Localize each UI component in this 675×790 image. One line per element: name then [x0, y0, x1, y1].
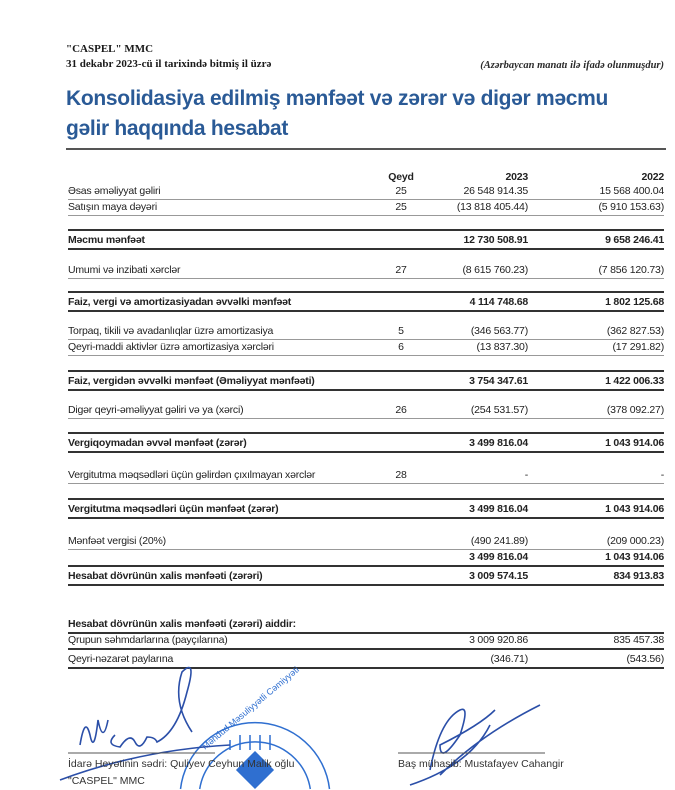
row-label: Əsas əməliyyat gəliri — [68, 185, 161, 197]
row-2022: 835 457.38 — [613, 634, 664, 646]
attribution-heading — [68, 617, 664, 634]
row-note: 28 — [395, 469, 407, 481]
table-row — [68, 324, 664, 340]
row-note: 27 — [395, 264, 407, 276]
row-2022: 1 422 006.33 — [605, 375, 664, 387]
row-note: 26 — [395, 404, 407, 416]
accountant-name: Baş mühasib: Mustafayev Cahangir — [398, 758, 564, 770]
table-row-subtotal — [68, 498, 664, 519]
table-row-subtotal — [68, 229, 664, 250]
row-label: Hesabat dövrünün xalis mənfəəti (zərəri) — [68, 570, 263, 582]
row-2022: 834 913.83 — [613, 570, 664, 582]
table-row — [68, 184, 664, 200]
table-row — [68, 200, 664, 216]
row-2022: 15 568 400.04 — [599, 185, 664, 197]
row-2022: - — [660, 469, 664, 481]
row-2022: 1 043 914.06 — [605, 437, 664, 449]
row-label: Vergitutma məqsədləri üçün mənfəət (zərər) — [68, 503, 279, 515]
column-headers — [68, 170, 664, 185]
row-label: Məcmu mənfəət — [68, 234, 145, 246]
row-2023: (13 818 405.44) — [456, 201, 528, 213]
row-2023: (8 615 760.23) — [462, 264, 528, 276]
company-name: "CASPEL" MMC — [66, 43, 154, 55]
row-label: Vergiqoymadan əvvəl mənfəət (zərər) — [68, 437, 247, 449]
chairman-company: "CASPEL" MMC — [68, 775, 145, 787]
row-note: 5 — [398, 325, 404, 337]
row-2022: (209 000.23) — [606, 535, 664, 547]
row-note: 25 — [395, 201, 407, 213]
page-title-line1: Konsolidasiya edilmiş mənfəət və zərər və digər məcmu — [66, 87, 608, 110]
row-label: Digər qeyri-əməliyyat gəliri və ya (xərci) — [68, 404, 244, 416]
row-2023: 3 499 816.04 — [469, 503, 528, 515]
row-note: 25 — [395, 185, 407, 197]
row-2022: (362 827.53) — [606, 325, 664, 337]
table-row — [68, 633, 664, 650]
row-2023: (346 563.77) — [470, 325, 528, 337]
col-2022: 2022 — [641, 171, 664, 183]
row-label: Mənfəət vergisi (20%) — [68, 535, 166, 547]
row-label: Hesabat dövrünün xalis mənfəəti (zərəri) aiddir: — [68, 618, 296, 630]
table-row — [68, 263, 664, 279]
row-2023: (13 837.30) — [476, 341, 528, 353]
row-2023: (346.71) — [490, 653, 528, 665]
row-2023: 4 114 748.68 — [469, 296, 528, 308]
signatures-graphic — [0, 660, 675, 790]
row-label: Qeyri-nəzarət paylarına — [68, 653, 174, 665]
row-label: Faiz, vergidən əvvəlki mənfəət (Əməliyyat mənfəəti) — [68, 375, 315, 387]
row-label: Umumi və inzibati xərclər — [68, 264, 181, 276]
row-label: Satışın maya dəyəri — [68, 201, 157, 213]
row-note: 6 — [398, 341, 404, 353]
row-2023: - — [524, 469, 528, 481]
row-2022: (17 291.82) — [612, 341, 664, 353]
row-2022: (7 856 120.73) — [598, 264, 664, 276]
table-row-subtotal — [68, 432, 664, 453]
row-2023: 12 730 508.91 — [463, 234, 528, 246]
row-2022: (5 910 153.63) — [598, 201, 664, 213]
page-title-line2: gəlir haqqında hesabat — [66, 117, 289, 140]
row-2022: 1 043 914.06 — [605, 503, 664, 515]
table-row-subtotal — [68, 370, 664, 391]
row-2023: 3 499 816.04 — [469, 551, 528, 563]
row-2023: 3 009 574.15 — [469, 570, 528, 582]
row-2023: (254 531.57) — [470, 404, 528, 416]
row-2022: 1 043 914.06 — [605, 551, 664, 563]
col-note: Qeyd — [388, 171, 414, 183]
title-divider — [66, 148, 666, 150]
row-label: Qrupun səhmdarlarına (payçılarına) — [68, 634, 228, 646]
row-label: Torpaq, tikili və avadanlıqlar üzrə amortizasiya — [68, 325, 274, 337]
row-2023: 3 754 347.61 — [469, 375, 528, 387]
row-2023: 3 499 816.04 — [469, 437, 528, 449]
company-stamp — [181, 723, 330, 789]
table-row — [68, 534, 664, 550]
row-2022: 9 658 246.41 — [605, 234, 664, 246]
table-row — [68, 468, 664, 484]
table-row — [68, 340, 664, 356]
accountant-signature — [410, 705, 540, 785]
row-2023: 26 548 914.35 — [463, 185, 528, 197]
row-label: Faiz, vergi və amortizasiyadan əvvəlki mənfəət — [68, 296, 292, 308]
row-2023: (490 241.89) — [470, 535, 528, 547]
stamp-text: Məhdud Məsuliyyətli Cəmiyyəti — [199, 664, 301, 752]
col-2023: 2023 — [505, 171, 528, 183]
row-2023: 3 009 920.86 — [469, 634, 528, 646]
row-2022: (543.56) — [626, 653, 664, 665]
chairman-name: İdarə Heyətinin sədri: Quliyev Ceyhun Malik oğlu — [68, 758, 295, 770]
table-row-subtotal — [68, 291, 664, 312]
table-row-total — [68, 565, 664, 586]
row-2022: (378 092.27) — [606, 404, 664, 416]
table-row — [68, 403, 664, 419]
period: 31 dekabr 2023-cü il tarixində bitmiş il üzrə — [66, 58, 272, 70]
row-2022: 1 802 125.68 — [605, 296, 664, 308]
table-row — [68, 550, 664, 565]
row-label: Vergitutma məqsədləri üçün gəlirdən çıxılmayan xərclər — [68, 469, 316, 481]
row-label: Qeyri-maddi aktivlər üzrə amortizasiya xərcləri — [68, 341, 274, 353]
currency-note: (Azərbaycan manatı ilə ifadə olunmuşdur) — [480, 60, 664, 71]
